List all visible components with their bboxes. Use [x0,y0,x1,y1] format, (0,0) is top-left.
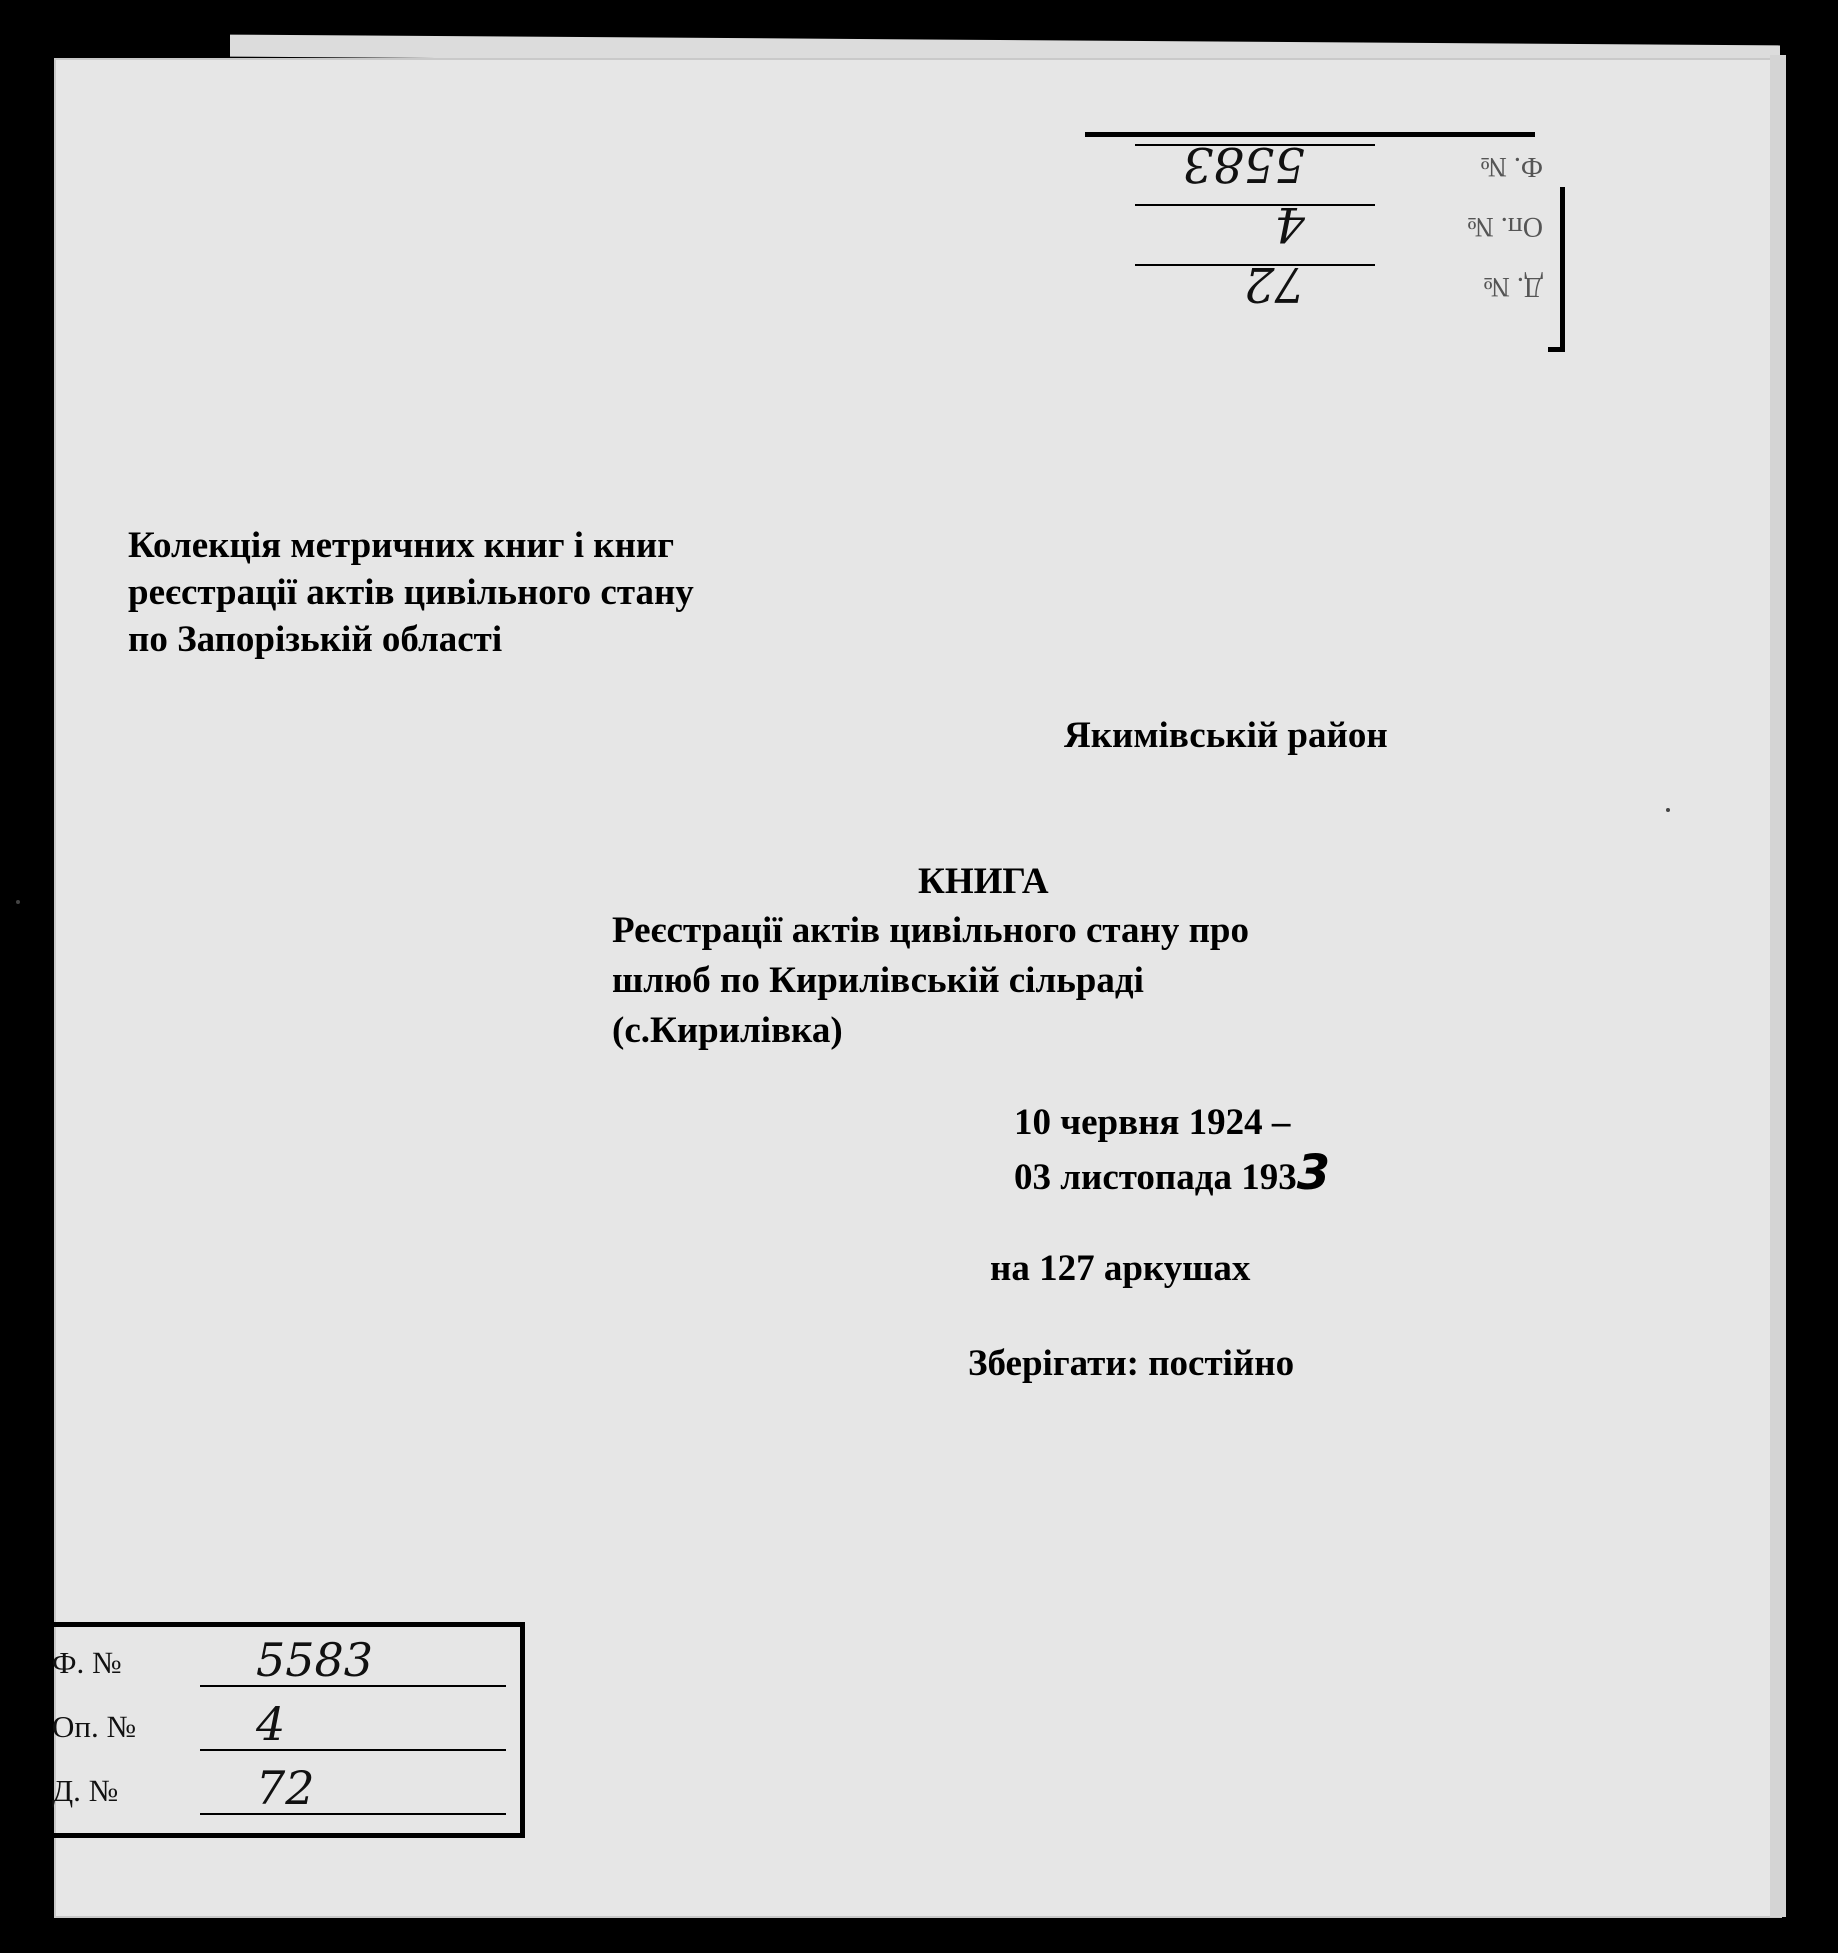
date-start: 10 червня 1924 – [1014,1102,1291,1143]
date-end-handwritten-digit: 3 [1296,1145,1331,1201]
stamp-bottom-line-inventory [200,1749,506,1751]
stamp-top-row-inventory [1085,196,1565,252]
stamp-bottom-line-file [200,1813,506,1815]
stamp-top-value-fund: 5583 [1182,136,1305,192]
district-name: Якимівській район [1064,715,1388,756]
stamp-bottom-row-file [46,1759,520,1819]
stamp-bottom-label-fund: Ф. № [52,1645,122,1680]
stamp-bottom-value-inventory: 4 [256,1697,286,1751]
stamp-bottom-row-inventory [46,1695,520,1755]
paper-speck [16,900,20,904]
collection-line-1: Колекція метричних книг і книг [128,525,675,566]
book-description-line-1: Реєстрації актів цивільного стану про [612,910,1249,951]
stamp-top-value-inventory: 4 [1274,196,1305,252]
stamp-bottom-value-file: 72 [256,1761,315,1815]
date-end-prefix: 03 листопада 193 [1014,1157,1297,1198]
collection-line-2: реєстрації актів цивільного стану [128,572,694,613]
book-title: КНИГА [918,861,1049,902]
archive-stamp-top [1085,112,1565,352]
stamp-bottom-line-fund [200,1685,506,1687]
book-description [612,906,1249,1056]
sheet-right-edge [1770,55,1786,1917]
stamp-top-rule [1085,132,1535,137]
book-description-line-3: (с.Кирилівка) [612,1010,843,1051]
stamp-bottom-value-fund: 5583 [256,1633,374,1687]
archive-stamp-bottom [46,1622,525,1838]
paper-speck [1666,808,1670,812]
stamp-top-row-fund [1085,136,1565,192]
stamp-top-label-inventory: Оп. № [1467,211,1543,242]
stamp-top-line-file [1135,264,1375,266]
stamp-top-line-fund [1135,144,1375,146]
collection-line-3: по Запорізькій області [128,619,503,660]
stamp-bottom-row-fund [46,1631,520,1691]
stamp-top-label-fund: Ф. № [1480,151,1543,182]
sheet-count: на 127 аркушах [990,1248,1251,1289]
collection-heading [128,522,694,663]
stamp-bottom-label-file: Д. № [52,1773,119,1808]
stamp-bottom-label-inventory: Оп. № [52,1709,137,1744]
stamp-top-value-file: 72 [1243,256,1305,312]
stamp-top-row-file [1085,256,1565,312]
date-range [1014,1098,1330,1203]
book-description-line-2: шлюб по Кирилівській сільраді [612,960,1144,1001]
stamp-top-line-inventory [1135,204,1375,206]
date-end [1014,1145,1331,1203]
retention-period: Зберігати: постійно [968,1343,1295,1384]
stamp-top-label-file: Д. № [1483,271,1543,302]
